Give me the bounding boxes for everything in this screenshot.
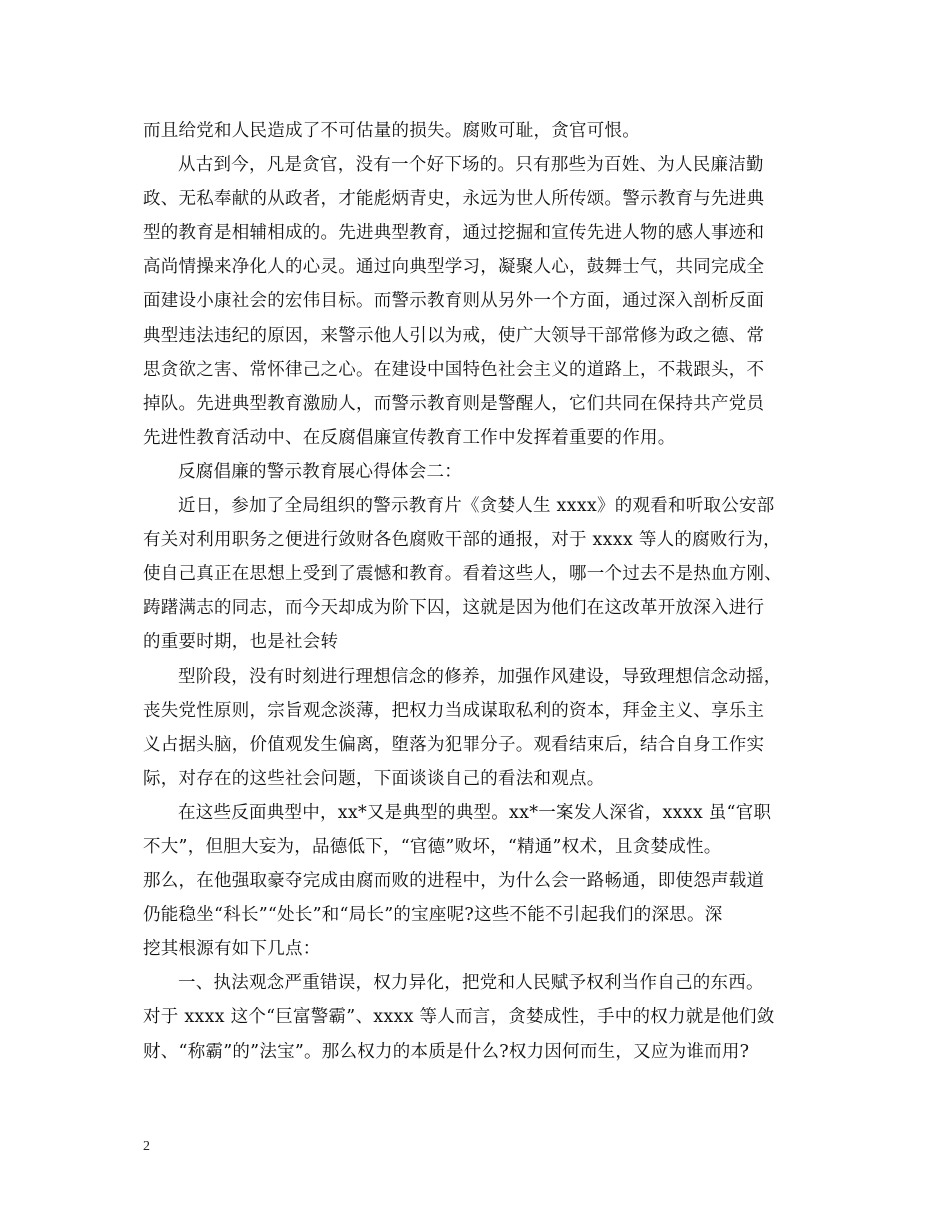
text-line: 丧失党性原则，宗旨观念淡薄，把权力当成谋取私利的资本，拜金主义、享乐主: [143, 700, 765, 721]
text-line: 财、“称霸”的”法宝”。那么权力的本质是什么?权力因何而生，又应为谁而用?: [143, 1041, 750, 1062]
paragraph-start-line: 型阶段，没有时刻进行理想信念的修养，加强作风建设，导致理想信念动摇，: [178, 666, 782, 687]
text-line: 挖其根源有如下几点：: [143, 939, 321, 960]
text-line: 使自己真正在思想上受到了震憾和教育。看着这些人，哪一个过去不是热血方刚、: [143, 564, 782, 585]
text-line: 面建设小康社会的宏伟目标。而警示教育则从另外一个方面，通过深入剖析反面: [143, 291, 765, 312]
text-line: 高尚情操来净化人的心灵。通过向典型学习，凝聚人心，鼓舞士气，共同完成全: [143, 257, 765, 278]
text-line: 先进性教育活动中、在反腐倡廉宣传教育工作中发挥着重要的作用。: [143, 427, 676, 448]
text-line: 典型违法违纪的原因，来警示他人引以为戒，使广大领导干部常修为政之德、常: [143, 325, 765, 346]
text-line: 踌躇满志的同志，而今天却成为阶下囚，这就是因为他们在这改革开放深入进行: [143, 598, 765, 619]
text-line: 的重要时期，也是社会转: [143, 632, 339, 653]
paragraph-start-line: 在这些反面典型中，xx*又是典型的典型。xx*一案发人深省，xxxx 虽“官职: [178, 802, 772, 823]
page-number: 2: [143, 1139, 150, 1154]
section-heading: 反腐倡廉的警示教育展心得体会二：: [178, 461, 462, 482]
text-line: 不大”，但胆大妄为，品德低下，“官德”败坏，“精通”权术，且贪婪成性。: [143, 836, 722, 857]
text-line: 对于 xxxx 这个“巨富警霸”、xxxx 等人而言，贪婪成性，手中的权力就是他们敛: [143, 1007, 775, 1028]
text-line: 有关对利用职务之便进行敛财各色腐败干部的通报，对于 xxxx 等人的腐败行为，: [143, 530, 781, 551]
text-line: 那么，在他强取豪夺完成由腐而败的进程中，为什么会一路畅通，即使怨声载道: [143, 871, 765, 892]
text-line: 仍能稳坐“科长”“处长”和“局长”的宝座呢?这些不能不引起我们的深思。深: [143, 905, 723, 926]
paragraph-start-line: 从古到今，凡是贪官，没有一个好下场的。只有那些为百姓、为人民廉洁勤: [178, 155, 764, 176]
body-text: [143, 114, 823, 1069]
text-line: 而且给党和人民造成了不可估量的损失。腐败可耻，贪官可恨。: [143, 121, 640, 141]
text-line: 掉队。先进典型教育激励人，而警示教育则是警醒人，它们共同在保持共产党员: [143, 393, 765, 414]
text-line: 政、无私奉献的从政者，才能彪炳青史，永远为世人所传颂。警示教育与先进典: [143, 189, 765, 210]
text-line: 际，对存在的这些社会问题，下面谈谈自己的看法和观点。: [143, 768, 605, 789]
paragraph-start-line: 一、执法观念严重错误，权力异化，把党和人民赋予权利当作自己的东西。: [178, 973, 764, 994]
paragraph-start-line: 近日，参加了全局组织的警示教育片《贪婪人生 xxxx》的观看和听取公安部: [178, 496, 775, 517]
text-line: 义占据头脑，价值观发生偏离，堕落为犯罪分子。观看结束后，结合自身工作实: [143, 734, 765, 755]
text-line: 型的教育是相辅相成的。先进典型教育，通过挖掘和宣传先进人物的感人事迹和: [143, 223, 765, 244]
text-line: 思贪欲之害、常怀律己之心。在建设中国特色社会主义的道路上，不栽跟头，不: [143, 359, 765, 380]
